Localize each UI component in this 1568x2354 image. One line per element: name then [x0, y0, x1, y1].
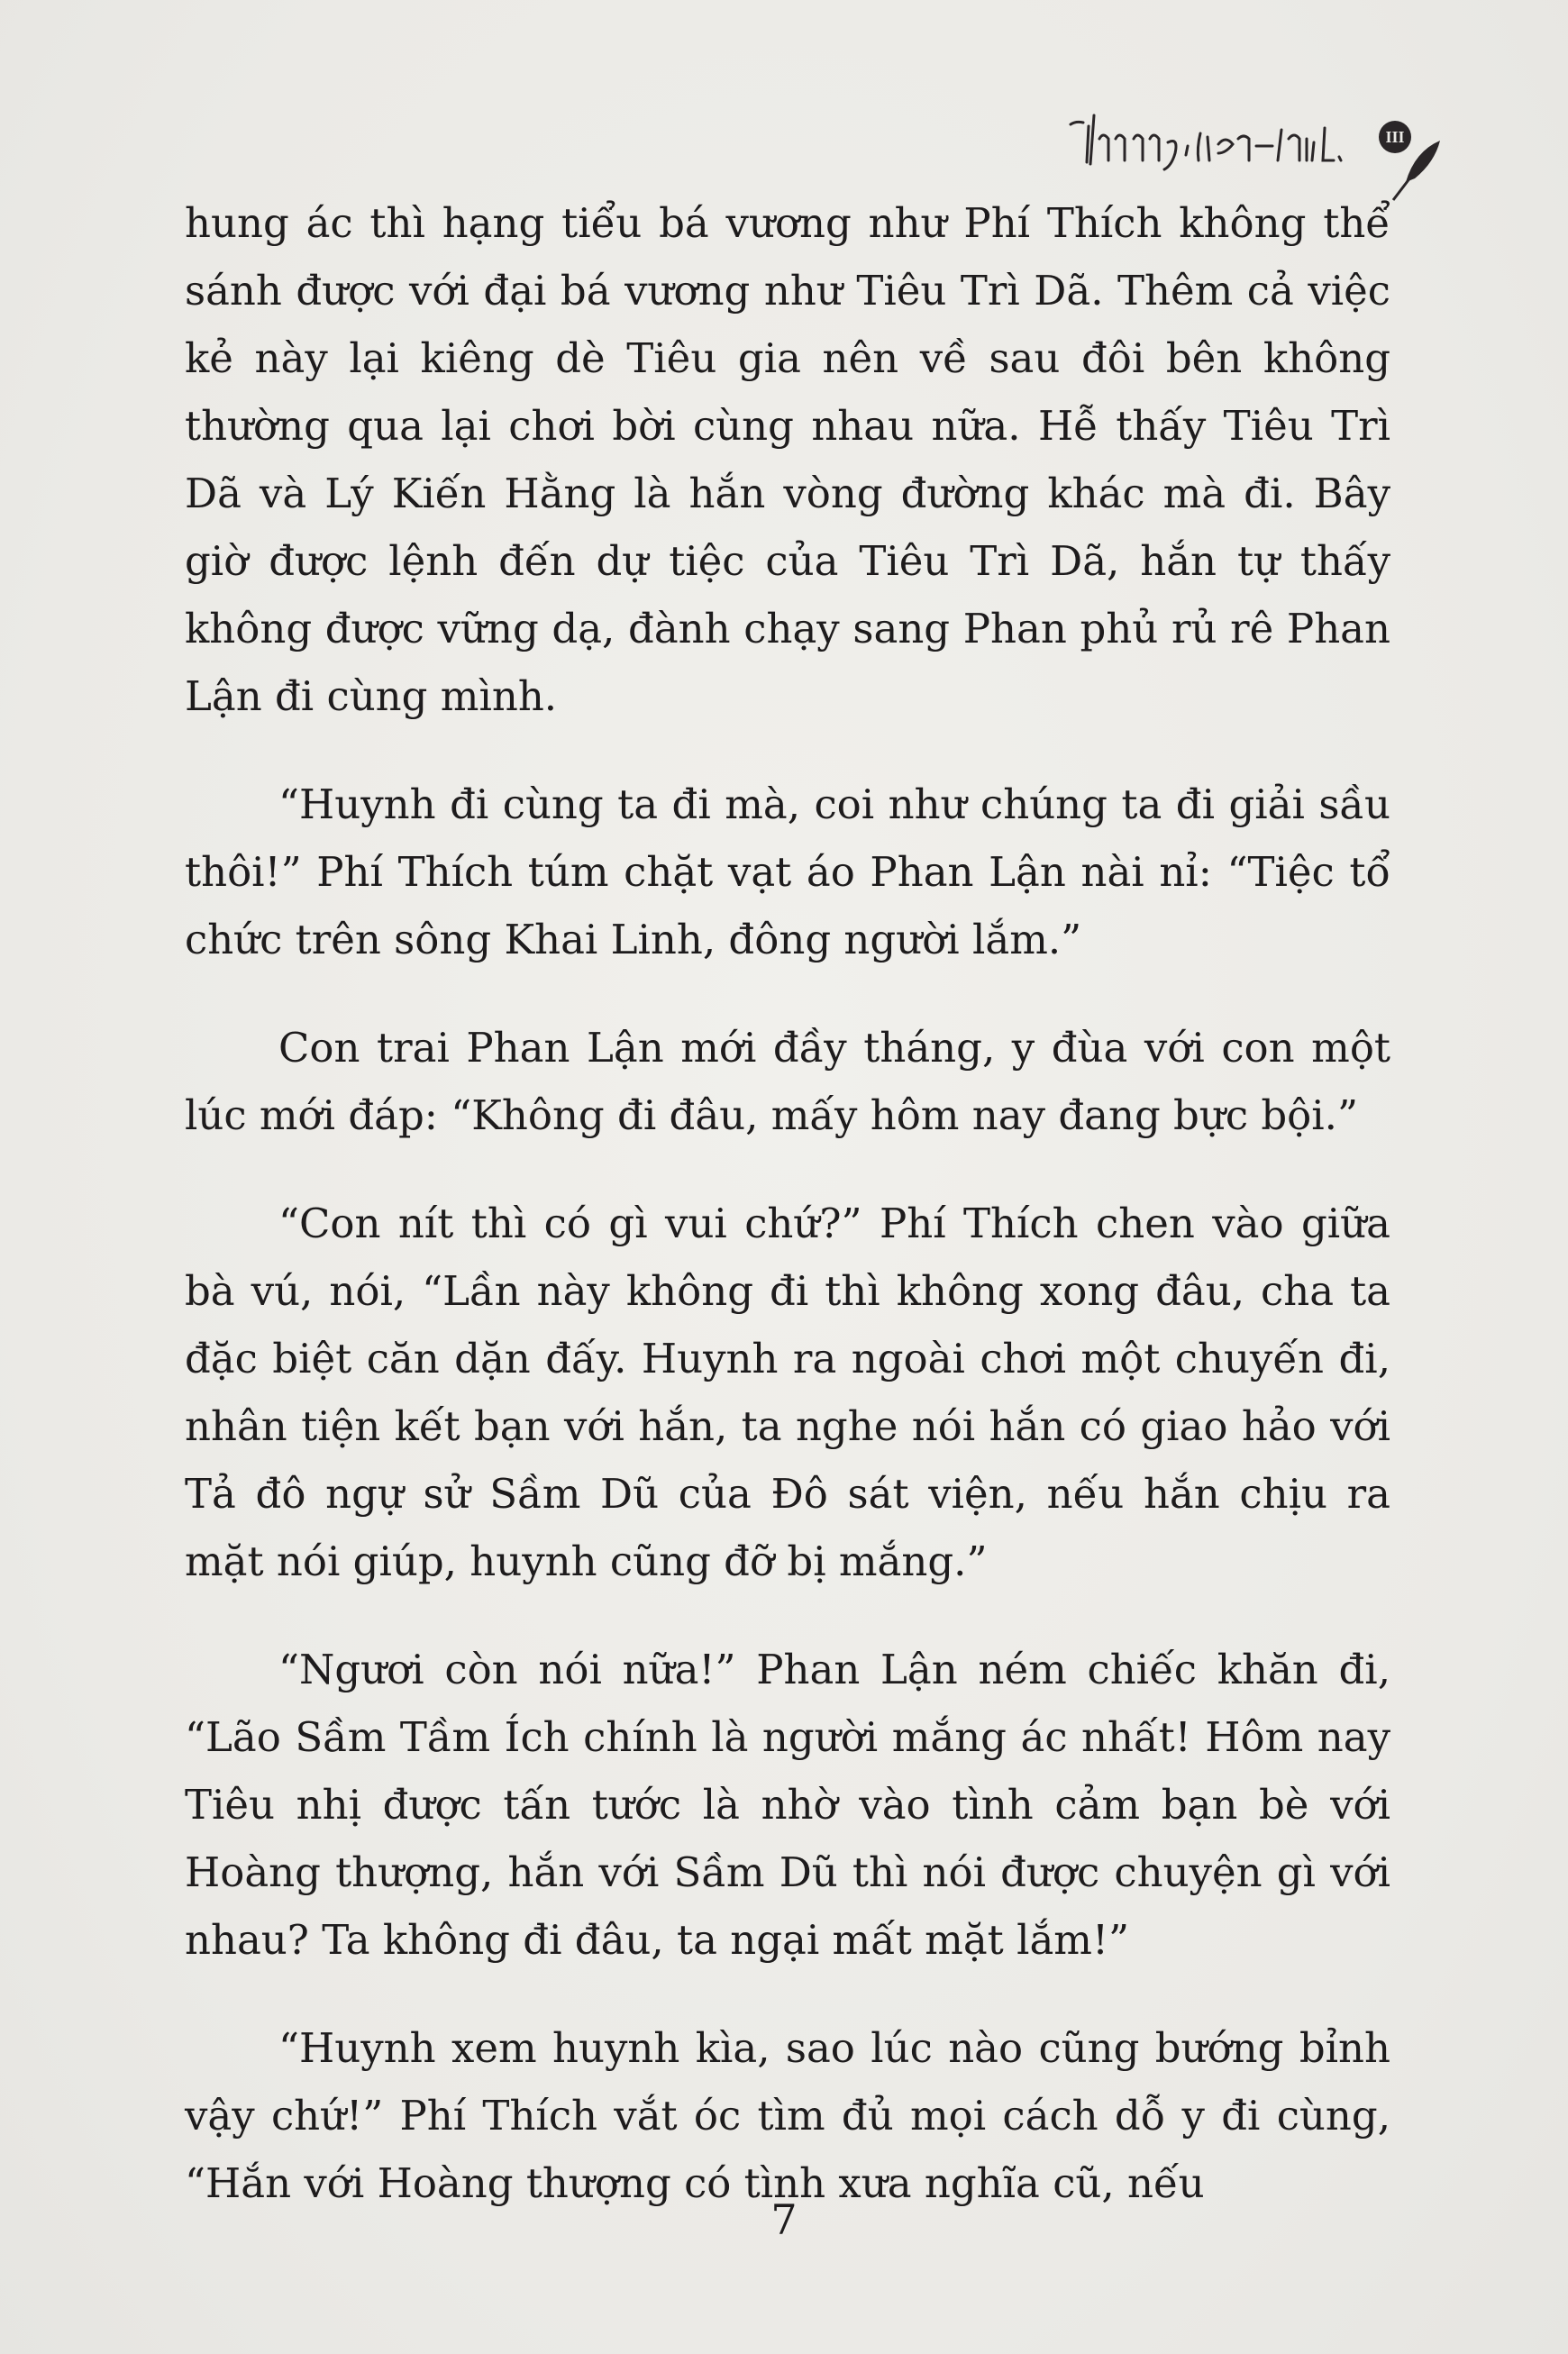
- paragraph-2: “Huynh đi cùng ta đi mà, coi như chúng ta đi giải sầu thôi!” Phí Thích túm chặt vạt áo Phan Lận nài nỉ: “Tiệc tổ chức trên sông Khai Linh, đông người lắm.”: [185, 780, 1390, 963]
- paragraph-6: “Huynh xem huynh kìa, sao lúc nào cũng bướng bỉnh vậy chứ!” Phí Thích vắt óc tìm đủ mọi cách dỗ y đi cùng, “Hắn với Hoàng thượng có tình xưa nghĩa cũ, nếu: [185, 2024, 1390, 2207]
- volume-badge: III: [1379, 121, 1411, 153]
- paragraph-4: “Con nít thì có gì vui chứ?” Phí Thích chen vào giữa bà vú, nói, “Lần này không đi thì không xong đâu, cha ta đặc biệt căn dặn đấy. Huynh ra ngoài chơi một chuyến đi, nhân tiện kết bạn với hắn, ta nghe nói hắn có giao hảo với Tả đô ngự sử Sầm Dũ của Đô sát viện, nếu hắn chịu ra mặt nói giúp, huynh cũng đỡ bị mắng.”: [185, 1200, 1390, 1585]
- body-text: [185, 189, 1390, 2258]
- paragraph-5: “Ngươi còn nói nữa!” Phan Lận ném chiếc khăn đi, “Lão Sầm Tầm Ích chính là người mắng ác nhất! Hôm nay Tiêu nhị được tấn tước là nhờ vào tình cảm bạn bè với Hoàng thượng, hắn với Sầm Dũ thì nói được chuyện gì với nhau? Ta không đi đâu, ta ngại mất mặt lắm!”: [185, 1646, 1390, 1964]
- paragraph-1: hung ác thì hạng tiểu bá vương như Phí Thích không thể sánh được với đại bá vương như Tiêu Trì Dã. Thêm cả việc kẻ này lại kiêng dè Tiêu gia nên về sau đôi bên không thường qua lại chơi bời cùng nhau nữa. Hễ thấy Tiêu Trì Dã và Lý Kiến Hằng là hắn vòng đường khác mà đi. Bây giờ được lệnh đến dự tiệc của Tiêu Trì Dã, hắn tự thấy không được vững dạ, đành chạy sang Phan phủ rủ rê Phan Lận đi cùng mình.: [185, 199, 1390, 720]
- paragraph-3: Con trai Phan Lận mới đầy tháng, y đùa với con một lúc mới đáp: “Không đi đâu, mấy hôm nay đang bực bội.”: [185, 1024, 1390, 1139]
- page-number: 7: [770, 2195, 798, 2244]
- feather-icon: [1388, 135, 1460, 207]
